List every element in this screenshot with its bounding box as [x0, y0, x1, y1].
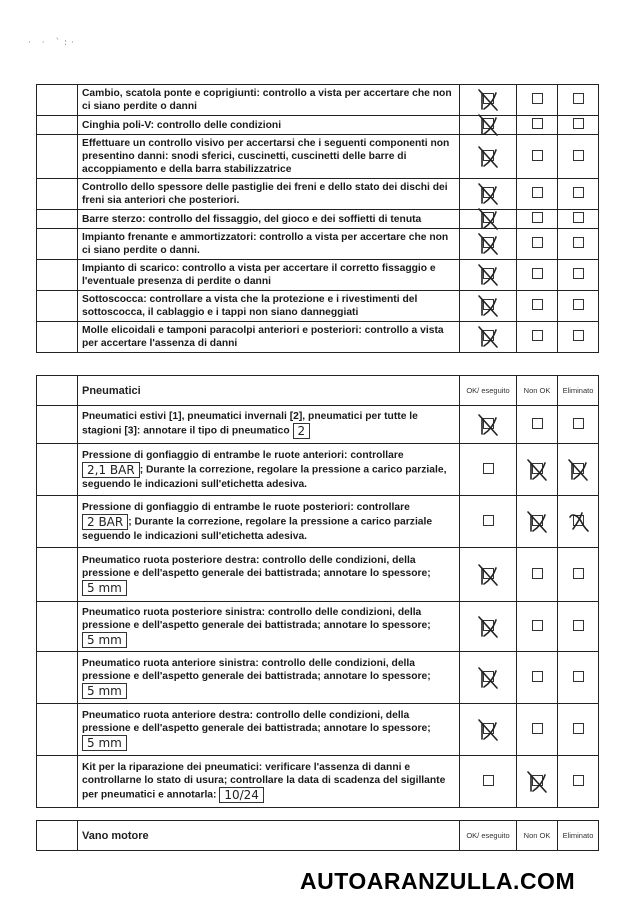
table-row	[37, 652, 599, 704]
eliminated-cell	[558, 496, 599, 548]
eliminated-checkbox[interactable]	[573, 212, 584, 223]
ok-done-cell	[460, 406, 517, 444]
tyre-item-text	[78, 444, 460, 496]
not-ok-checkbox[interactable]	[532, 568, 543, 579]
ok-done-checkbox[interactable]	[483, 418, 494, 429]
eliminated-cell	[558, 652, 599, 704]
not-ok-checkbox[interactable]	[532, 723, 543, 734]
not-ok-checkbox[interactable]	[532, 237, 543, 248]
eliminated-cell	[558, 210, 599, 229]
item-instructions: ; Durante la correzione, regolare la pressione a carico parziale, seguendo le indicazioni sull'etichetta adesiva.	[82, 464, 447, 490]
eliminated-cell	[558, 602, 599, 652]
eliminated-checkbox[interactable]	[573, 268, 584, 279]
ok-done-checkbox[interactable]	[483, 212, 494, 223]
column-header-not-ok: Non OK	[517, 376, 558, 406]
not-ok-checkbox[interactable]	[532, 620, 543, 631]
eliminated-checkbox[interactable]	[573, 418, 584, 429]
eliminated-checkbox[interactable]	[573, 150, 584, 161]
not-ok-checkbox[interactable]	[532, 299, 543, 310]
eliminated-cell	[558, 322, 599, 353]
table-row	[37, 322, 599, 353]
eliminated-checkbox[interactable]	[573, 620, 584, 631]
row-number-cell	[37, 135, 78, 179]
ok-done-checkbox[interactable]	[483, 330, 494, 341]
ok-done-cell	[460, 210, 517, 229]
row-number-cell	[37, 322, 78, 353]
not-ok-cell	[517, 179, 558, 210]
ok-done-cell	[460, 756, 517, 808]
eliminated-checkbox[interactable]	[573, 463, 584, 474]
eliminated-cell	[558, 704, 599, 756]
handwritten-value-field[interactable]: 2	[293, 423, 311, 439]
item-description: Pneumatico ruota posteriore sinistra: controllo delle condizioni, della pressione e dell'aspetto generale dei battistrada; annotare lo spessore;	[82, 606, 431, 631]
not-ok-cell	[517, 444, 558, 496]
eliminated-cell	[558, 260, 599, 291]
ok-done-cell	[460, 179, 517, 210]
ok-done-checkbox[interactable]	[483, 775, 494, 786]
ok-done-checkbox[interactable]	[483, 620, 494, 631]
handwritten-value-field[interactable]: 2,1 BAR	[82, 462, 140, 478]
item-description: Pneumatico ruota posteriore destra: controllo delle condizioni, della pressione e dell'aspetto generale dei battistrada; annotare lo spessore;	[82, 554, 431, 579]
inspection-item-text: Sottoscocca: controllare a vista che la protezione e i rivestimenti del sottoscocca, il cablaggio e i tappi non siano danneggiati	[78, 291, 460, 322]
tyre-item-text	[78, 548, 460, 602]
inspection-table-tyres	[36, 375, 599, 808]
inspection-item-text: Impianto frenante e ammortizzatori: controllo a vista per accertare che non ci siano perdite o danni.	[78, 229, 460, 260]
table-row	[37, 602, 599, 652]
eliminated-checkbox[interactable]	[573, 237, 584, 248]
not-ok-cell	[517, 260, 558, 291]
eliminated-cell	[558, 85, 599, 116]
eliminated-checkbox[interactable]	[573, 187, 584, 198]
not-ok-checkbox[interactable]	[532, 150, 543, 161]
eliminated-checkbox[interactable]	[573, 723, 584, 734]
table-row	[37, 229, 599, 260]
item-instructions: ; Durante la correzione, regolare la pressione a carico parziale seguendo le indicazioni sull'etichetta adesiva.	[82, 516, 433, 542]
eliminated-cell	[558, 179, 599, 210]
ok-done-cell	[460, 602, 517, 652]
inspection-table-engine-bay	[36, 820, 599, 851]
eliminated-cell	[558, 756, 599, 808]
ok-done-checkbox[interactable]	[483, 568, 494, 579]
inspection-item-text: Cinghia poli-V: controllo delle condizioni	[78, 116, 460, 135]
table-row	[37, 260, 599, 291]
ok-done-cell	[460, 229, 517, 260]
not-ok-checkbox[interactable]	[532, 330, 543, 341]
eliminated-checkbox[interactable]	[573, 515, 584, 526]
table-row	[37, 85, 599, 116]
item-description: Pneumatico ruota anteriore destra: controllo delle condizioni, della pressione e dell'aspetto generale dei battistrada; annotare lo spessore;	[82, 709, 431, 734]
inspection-item-text: Impianto di scarico: controllo a vista per accertare il corretto fissaggio e l'eventuale presenza di perdite o danni	[78, 260, 460, 291]
row-number-cell	[37, 496, 78, 548]
ok-done-checkbox[interactable]	[483, 93, 494, 104]
not-ok-cell	[517, 496, 558, 548]
not-ok-checkbox[interactable]	[532, 775, 543, 786]
row-number-cell	[37, 756, 78, 808]
column-header-eliminated: Eliminato	[558, 821, 599, 851]
eliminated-checkbox[interactable]	[573, 299, 584, 310]
ok-done-checkbox[interactable]	[483, 463, 494, 474]
row-number-cell	[37, 291, 78, 322]
ok-done-cell	[460, 260, 517, 291]
ok-done-checkbox[interactable]	[483, 237, 494, 248]
eliminated-cell	[558, 406, 599, 444]
ok-done-checkbox[interactable]	[483, 150, 494, 161]
ok-done-checkbox[interactable]	[483, 671, 494, 682]
not-ok-cell	[517, 291, 558, 322]
eliminated-checkbox[interactable]	[573, 775, 584, 786]
not-ok-checkbox[interactable]	[532, 118, 543, 129]
eliminated-checkbox[interactable]	[573, 568, 584, 579]
ok-done-cell	[460, 291, 517, 322]
not-ok-cell	[517, 85, 558, 116]
column-header-not-ok: Non OK	[517, 821, 558, 851]
tyre-item-text	[78, 704, 460, 756]
inspection-table-general	[36, 84, 599, 353]
eliminated-cell	[558, 548, 599, 602]
row-number-cell	[37, 652, 78, 704]
handwritten-value-field[interactable]: 2 BAR	[82, 514, 128, 530]
inspection-item-text: Barre sterzo: controllo del fissaggio, del gioco e dei soffietti di tenuta	[78, 210, 460, 229]
inspection-item-text: Molle elicoidali e tamponi paracolpi anteriori e posteriori: controllo a vista per accertare l'assenza di danni	[78, 322, 460, 353]
ok-done-checkbox[interactable]	[483, 187, 494, 198]
row-number-cell	[37, 116, 78, 135]
section-title: Vano motore	[78, 821, 460, 851]
ok-done-cell	[460, 496, 517, 548]
not-ok-checkbox[interactable]	[532, 268, 543, 279]
row-number-cell	[37, 602, 78, 652]
eliminated-cell	[558, 444, 599, 496]
inspection-item-text: Controllo dello spessore delle pastiglie dei freni e dello stato dei dischi dei freni sia anteriori che posteriori.	[78, 179, 460, 210]
table-row	[37, 406, 599, 444]
row-number-cell	[37, 406, 78, 444]
eliminated-cell	[558, 229, 599, 260]
column-header-ok-done: OK/ eseguito	[460, 821, 517, 851]
tyre-item-text	[78, 756, 460, 808]
table-row	[37, 444, 599, 496]
table-row	[37, 291, 599, 322]
tyre-item-text	[78, 496, 460, 548]
tyre-item-text	[78, 652, 460, 704]
eliminated-checkbox[interactable]	[573, 330, 584, 341]
not-ok-cell	[517, 116, 558, 135]
column-header-eliminated: Eliminato	[558, 376, 599, 406]
item-description: Kit per la riparazione dei pneumatici: verificare l'assenza di danni e controllarne lo stato di usura; controllare la data di scadenza del sigillante per pneumatici e annotarla:	[82, 761, 446, 801]
not-ok-checkbox[interactable]	[532, 418, 543, 429]
eliminated-checkbox[interactable]	[573, 93, 584, 104]
row-number-cell	[37, 260, 78, 291]
eliminated-cell	[558, 135, 599, 179]
inspection-item-text: Cambio, scatola ponte e coprigiunti: controllo a vista per accertare che non ci siano perdite o danni	[78, 85, 460, 116]
table-row	[37, 116, 599, 135]
section-title: Pneumatici	[78, 376, 460, 406]
table-row	[37, 756, 599, 808]
eliminated-cell	[558, 116, 599, 135]
table-row	[37, 704, 599, 756]
site-logo-text: AUTOARANZULLA.COM	[300, 868, 576, 894]
ok-done-checkbox[interactable]	[483, 515, 494, 526]
ok-done-checkbox[interactable]	[483, 723, 494, 734]
ok-done-cell	[460, 704, 517, 756]
row-number-cell	[37, 376, 78, 406]
ok-done-cell	[460, 548, 517, 602]
item-description: Pressione di gonfiaggio di entrambe le ruote anteriori: controllare	[82, 449, 404, 461]
eliminated-cell	[558, 291, 599, 322]
tyre-item-text	[78, 602, 460, 652]
not-ok-cell	[517, 210, 558, 229]
not-ok-checkbox[interactable]	[532, 187, 543, 198]
table-row	[37, 548, 599, 602]
eliminated-checkbox[interactable]	[573, 671, 584, 682]
not-ok-checkbox[interactable]	[532, 93, 543, 104]
not-ok-cell	[517, 548, 558, 602]
not-ok-cell	[517, 704, 558, 756]
ok-done-cell	[460, 116, 517, 135]
handwritten-value-field[interactable]: 5 mm	[82, 580, 127, 596]
handwritten-value-field[interactable]: 5 mm	[82, 683, 127, 699]
ok-done-cell	[460, 652, 517, 704]
table-row	[37, 135, 599, 179]
not-ok-cell	[517, 602, 558, 652]
not-ok-cell	[517, 135, 558, 179]
ok-done-checkbox[interactable]	[483, 118, 494, 129]
ok-done-checkbox[interactable]	[483, 299, 494, 310]
scan-specks: · · `:·	[28, 38, 78, 48]
not-ok-cell	[517, 652, 558, 704]
ok-done-cell	[460, 85, 517, 116]
row-number-cell	[37, 85, 78, 116]
tyre-item-text	[78, 406, 460, 444]
not-ok-checkbox[interactable]	[532, 212, 543, 223]
table-row	[37, 496, 599, 548]
section-header-row	[37, 821, 599, 851]
row-number-cell	[37, 210, 78, 229]
column-header-ok-done: OK/ eseguito	[460, 376, 517, 406]
item-description: Pressione di gonfiaggio di entrambe le ruote posteriori: controllare	[82, 501, 410, 513]
not-ok-cell	[517, 406, 558, 444]
row-number-cell	[37, 444, 78, 496]
inspection-item-text: Effettuare un controllo visivo per accertarsi che i seguenti componenti non presentino danni: snodi sferici, cuscinetti, cuscinetti delle barre di accoppiamento e della barra stabilizzatrice	[78, 135, 460, 179]
eliminated-checkbox[interactable]	[573, 118, 584, 129]
table-row	[37, 179, 599, 210]
item-description: Pneumatici estivi [1], pneumatici invernali [2], pneumatici per tutte le stagioni [3]: annotare il tipo di pneumatico	[82, 411, 418, 437]
not-ok-checkbox[interactable]	[532, 671, 543, 682]
table-row	[37, 210, 599, 229]
ok-done-cell	[460, 444, 517, 496]
not-ok-checkbox[interactable]	[532, 463, 543, 474]
handwritten-value-field[interactable]: 10/24	[219, 787, 264, 803]
ok-done-cell	[460, 322, 517, 353]
not-ok-cell	[517, 322, 558, 353]
not-ok-cell	[517, 756, 558, 808]
handwritten-value-field[interactable]: 5 mm	[82, 735, 127, 751]
row-number-cell	[37, 821, 78, 851]
item-description: Pneumatico ruota anteriore sinistra: controllo delle condizioni, della pressione e dell'aspetto generale dei battistrada; annotare lo spessore;	[82, 657, 431, 682]
ok-done-checkbox[interactable]	[483, 268, 494, 279]
row-number-cell	[37, 229, 78, 260]
row-number-cell	[37, 704, 78, 756]
section-header-row	[37, 376, 599, 406]
handwritten-value-field[interactable]: 5 mm	[82, 632, 127, 648]
row-number-cell	[37, 179, 78, 210]
not-ok-checkbox[interactable]	[532, 515, 543, 526]
ok-done-cell	[460, 135, 517, 179]
row-number-cell	[37, 548, 78, 602]
not-ok-cell	[517, 229, 558, 260]
